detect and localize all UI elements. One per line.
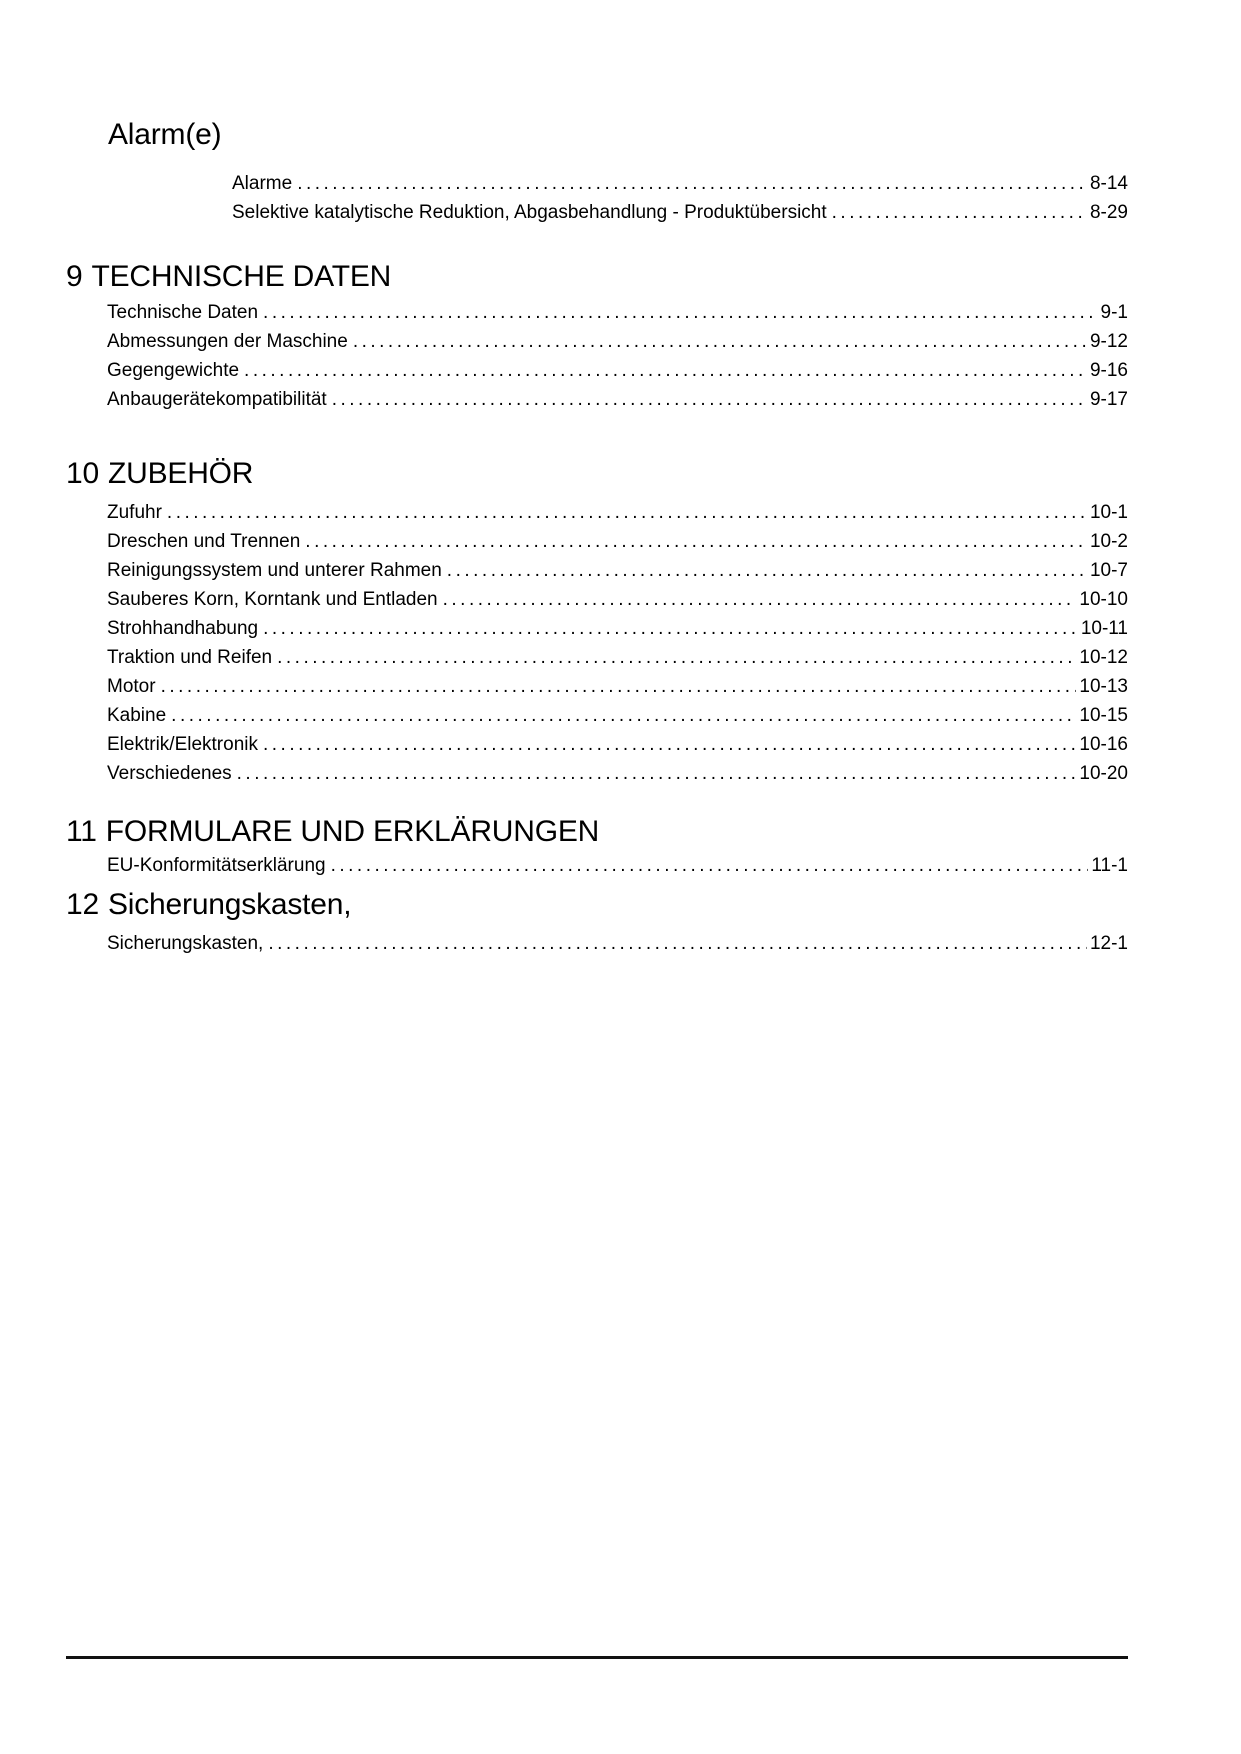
toc-entries bbox=[107, 498, 1128, 788]
toc-entry bbox=[107, 701, 1128, 730]
dot-leader bbox=[305, 527, 1087, 556]
toc-entry-label: Kabine bbox=[107, 705, 167, 726]
section-title: ZUBEHÖR bbox=[107, 457, 254, 490]
toc-entry bbox=[107, 327, 1128, 356]
toc-entry bbox=[107, 385, 1128, 414]
toc-entry-page: 11-1 bbox=[1091, 855, 1128, 876]
toc-entry-label: Traktion und Reifen bbox=[107, 647, 273, 668]
toc-entry-page: 12-1 bbox=[1089, 933, 1128, 954]
toc-entry-label: Sicherungskasten, bbox=[107, 933, 264, 954]
section-heading-sicherungskasten bbox=[66, 887, 1128, 923]
toc-entry bbox=[107, 498, 1128, 527]
toc-entry-label: Alarme bbox=[232, 173, 293, 194]
section-number: 11 bbox=[66, 815, 97, 848]
toc-entry-page: 9-16 bbox=[1089, 360, 1128, 381]
toc-section-zubehoer bbox=[0, 456, 1128, 788]
toc-entry-label: Motor bbox=[107, 676, 156, 697]
toc-entry-label: Gegengewichte bbox=[107, 360, 240, 381]
toc-entry bbox=[107, 759, 1128, 788]
dot-leader bbox=[268, 929, 1087, 958]
footer-rule bbox=[66, 1656, 1128, 1659]
toc-entry bbox=[107, 298, 1128, 327]
toc-entry-label: Verschiedenes bbox=[107, 763, 232, 784]
section-number: 9 bbox=[66, 260, 83, 293]
toc-entry-label: Anbaugerätekompatibilität bbox=[107, 389, 327, 410]
toc-entry-label: Selektive katalytische Reduktion, Abgasbehandlung - Produktübersicht bbox=[232, 202, 827, 223]
toc-entry-page: 10-7 bbox=[1089, 560, 1128, 581]
toc-entries bbox=[232, 169, 1128, 227]
toc-entry-label: Dreschen und Trennen bbox=[107, 531, 301, 552]
dot-leader bbox=[263, 614, 1078, 643]
toc-entry-label: Zufuhr bbox=[107, 502, 162, 523]
toc-section-sicherungskasten bbox=[0, 887, 1128, 958]
dot-leader bbox=[443, 585, 1077, 614]
toc-entry bbox=[107, 585, 1128, 614]
section-number: 10 bbox=[66, 457, 99, 490]
section-title: Sicherungskasten, bbox=[107, 888, 352, 921]
toc-entry-page: 10-10 bbox=[1079, 589, 1128, 610]
dot-leader bbox=[331, 851, 1089, 880]
toc-entry bbox=[107, 643, 1128, 672]
section-title: TECHNISCHE DATEN bbox=[91, 260, 392, 293]
dot-leader bbox=[237, 759, 1077, 788]
dot-leader bbox=[263, 298, 1097, 327]
toc-content bbox=[0, 117, 1128, 958]
toc-entry-page: 10-1 bbox=[1089, 502, 1128, 523]
toc-entry bbox=[232, 169, 1128, 198]
toc-entry-page: 10-2 bbox=[1089, 531, 1128, 552]
dot-leader bbox=[832, 198, 1087, 227]
toc-entry bbox=[107, 672, 1128, 701]
toc-entry bbox=[107, 527, 1128, 556]
toc-entry-label: Technische Daten bbox=[107, 302, 259, 323]
dot-leader bbox=[263, 730, 1076, 759]
toc-entry bbox=[107, 356, 1128, 385]
dot-leader bbox=[167, 498, 1087, 527]
dot-leader bbox=[297, 169, 1087, 198]
toc-entry-label: EU-Konformitätserklärung bbox=[107, 855, 326, 876]
toc-entry-page: 10-12 bbox=[1079, 647, 1128, 668]
toc-entry-page: 10-20 bbox=[1079, 763, 1128, 784]
toc-entry-label: Sauberes Korn, Korntank und Entladen bbox=[107, 589, 438, 610]
section-heading-alarme bbox=[108, 117, 1128, 153]
toc-entry-page: 9-1 bbox=[1100, 302, 1128, 323]
section-heading-technische-daten bbox=[66, 259, 1128, 295]
section-title: FORMULARE UND ERKLÄRUNGEN bbox=[105, 815, 600, 848]
toc-entry-page: 10-15 bbox=[1079, 705, 1128, 726]
toc-entry-page: 9-12 bbox=[1089, 331, 1128, 352]
section-heading-formulare bbox=[66, 814, 1128, 850]
toc-entries bbox=[107, 298, 1128, 414]
toc-entry-page: 10-11 bbox=[1080, 618, 1128, 639]
toc-entry-page: 10-13 bbox=[1079, 676, 1128, 697]
toc-entry bbox=[232, 198, 1128, 227]
dot-leader bbox=[447, 556, 1087, 585]
toc-entry-page: 9-17 bbox=[1089, 389, 1128, 410]
dot-leader bbox=[353, 327, 1087, 356]
toc-section-technische-daten bbox=[0, 259, 1128, 414]
toc-entry-label: Elektrik/Elektronik bbox=[107, 734, 258, 755]
toc-entry bbox=[107, 614, 1128, 643]
toc-entry-label: Reinigungssystem und unterer Rahmen bbox=[107, 560, 442, 581]
toc-entry-page: 8-29 bbox=[1089, 202, 1128, 223]
toc-section-alarme bbox=[0, 117, 1128, 227]
toc-entry bbox=[107, 556, 1128, 585]
toc-section-formulare bbox=[0, 814, 1128, 880]
toc-entry-page: 10-16 bbox=[1079, 734, 1128, 755]
dot-leader bbox=[277, 643, 1076, 672]
toc-entries bbox=[107, 851, 1128, 880]
toc-entry-page: 8-14 bbox=[1089, 173, 1128, 194]
section-heading-zubehoer bbox=[66, 456, 1128, 492]
toc-entry bbox=[107, 929, 1128, 958]
dot-leader bbox=[161, 672, 1077, 701]
section-number: 12 bbox=[66, 888, 99, 921]
dot-leader bbox=[332, 385, 1087, 414]
toc-entry bbox=[107, 851, 1128, 880]
toc-entry bbox=[107, 730, 1128, 759]
toc-entry-label: Abmessungen der Maschine bbox=[107, 331, 348, 352]
toc-entry-label: Strohhandhabung bbox=[107, 618, 259, 639]
section-title: Alarm(e) bbox=[108, 118, 222, 151]
toc-entries bbox=[107, 929, 1128, 958]
dot-leader bbox=[171, 701, 1076, 730]
dot-leader bbox=[244, 356, 1087, 385]
